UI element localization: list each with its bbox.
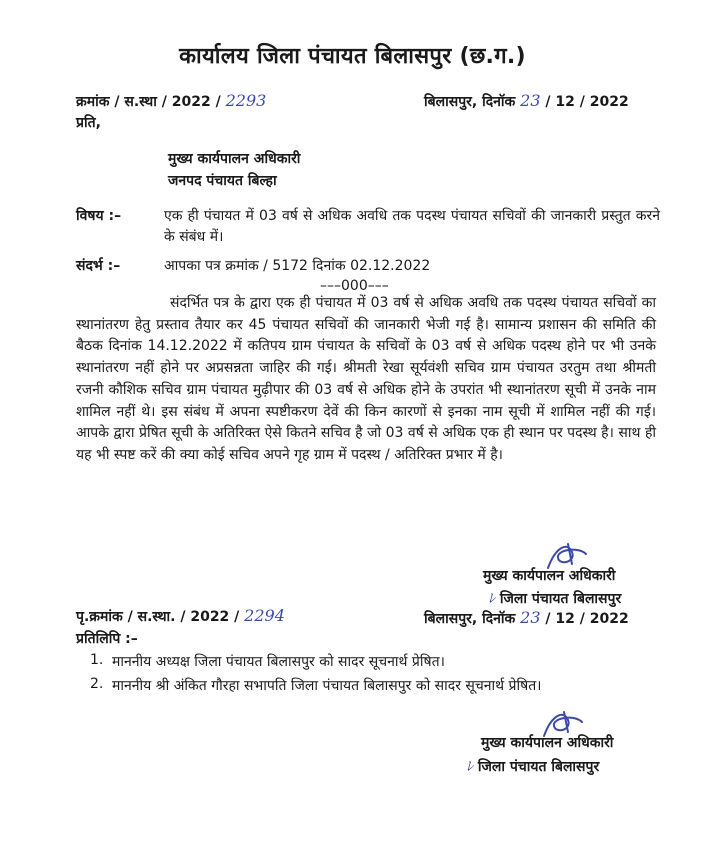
reference-handwritten-number: 2293: [225, 91, 267, 110]
endorsement-date-prefix: बिलासपुर, दिनॉक: [424, 611, 516, 627]
reference-month-year: / 12 / 2022: [545, 94, 629, 110]
endorsement-date: [424, 608, 629, 628]
body-paragraph: संदर्भित पत्र के द्वारा एक ही पंचायत में 03 वर्ष से अधिक अवधि तक पदस्थ पंचायत सचिवों का स्थानांतरण हेतु प्रस्ताव तैयार कर 45 पंचायत सचिवों की जानकारी भेजी गई है। सामान्य प्रशासन की समिति की बैठक दिनांक 14.12.2022 में कतिपय ग्राम पंचायत के सचिवों के 03 वर्ष से अधिक पदस्थ होने पर भी उनके स्थानांतरण नहीं होने पर अप्रसन्नता जाहिर की गई। श्रीमती रेखा सूर्यवंशी सचिव ग्राम पंचायत उरतुम तथा श्रीमती रजनी कौशिक सचिव ग्राम पंचायत मुढ़ीपार की 03 वर्ष से अधिक होने के उपरांत भी स्थानांतरण सूची में उनके नाम शामिल नहीं थे। इस संबंध में अपना स्पष्टीकरण देवें की किन कारणों से इनका नाम सूची में शामिल नहीं की गई। आपके द्वारा प्रेषित सूची के अतिरिक्त ऐसे कितने सचिव है जो 03 वर्ष से अधिक एक ही स्थान पर पदस्थ है। साथ ही यह भी स्पष्ट करें की क्या कोई सचिव अपने गृह ग्राम में पदस्थ / अतिरिक्त प्रभार में है।: [76, 295, 656, 463]
reference-date-prefix: बिलासपुर, दिनॉक: [424, 94, 516, 110]
signature-2-designation: मुख्य कार्यपालन अधिकारी: [481, 735, 614, 751]
copy-label: प्रतिलिपि :–: [76, 631, 138, 647]
signature-2-office: [466, 756, 599, 776]
signature-1-office: [488, 588, 621, 608]
copy-1-text: माननीय अध्यक्ष जिला पंचायत बिलासपुर को सादर सूचनार्थ प्रेषित।: [112, 654, 445, 670]
copy-1-number: 1.: [90, 652, 104, 668]
separator: –––000–––: [320, 278, 389, 294]
reference-number: [76, 91, 266, 111]
signature-1-designation: मुख्य कार्यपालन अधिकारी: [483, 568, 616, 584]
ink-stroke-icon: ﾚ: [488, 591, 495, 607]
ink-stroke-icon: ﾚ: [466, 759, 473, 775]
endorsement-month-year: / 12 / 2022: [545, 611, 629, 627]
copy-2-number: 2.: [90, 676, 104, 692]
endorsement-prefix: पृ.क्रमांक / स.स्था. / 2022 /: [76, 609, 240, 625]
endorsement-handwritten-day: 23: [520, 608, 541, 627]
copy-2-text: माननीय श्री अंकित गौरहा सभापति जिला पंचायत बिलासपुर को सादर सूचनार्थ प्रेषित।: [112, 678, 542, 694]
to-label: प्रति,: [76, 115, 101, 131]
reference-prefix: क्रमांक / स.स्था / 2022 /: [76, 94, 221, 110]
context-text: आपका पत्र क्रमांक / 5172 दिनांक 02.12.2022: [164, 258, 431, 274]
endorsement-number: [76, 606, 285, 626]
recipient-designation: मुख्य कार्यपालन अधिकारी: [168, 151, 301, 167]
subject-text: एक ही पंचायत में 03 वर्ष से अधिक अवधि तक पदस्थ पंचायत सचिवों की जानकारी प्रस्तुत करने के संबंध में।: [164, 208, 660, 245]
endorsement-handwritten-number: 2294: [244, 606, 285, 625]
subject-label: विषय :–: [76, 208, 122, 224]
recipient-office: जनपद पंचायत बिल्हा: [168, 173, 277, 189]
reference-handwritten-day: 23: [520, 91, 541, 110]
context-label: संदर्भ :–: [76, 258, 121, 274]
signature-1-office-text: जिला पंचायत बिलासपुर: [499, 591, 622, 607]
reference-date: [424, 91, 629, 111]
signature-2-office-text: जिला पंचायत बिलासपुर: [477, 759, 600, 775]
office-title: कार्यालय जिला पंचायत बिलासपुर (छ.ग.): [179, 44, 526, 69]
